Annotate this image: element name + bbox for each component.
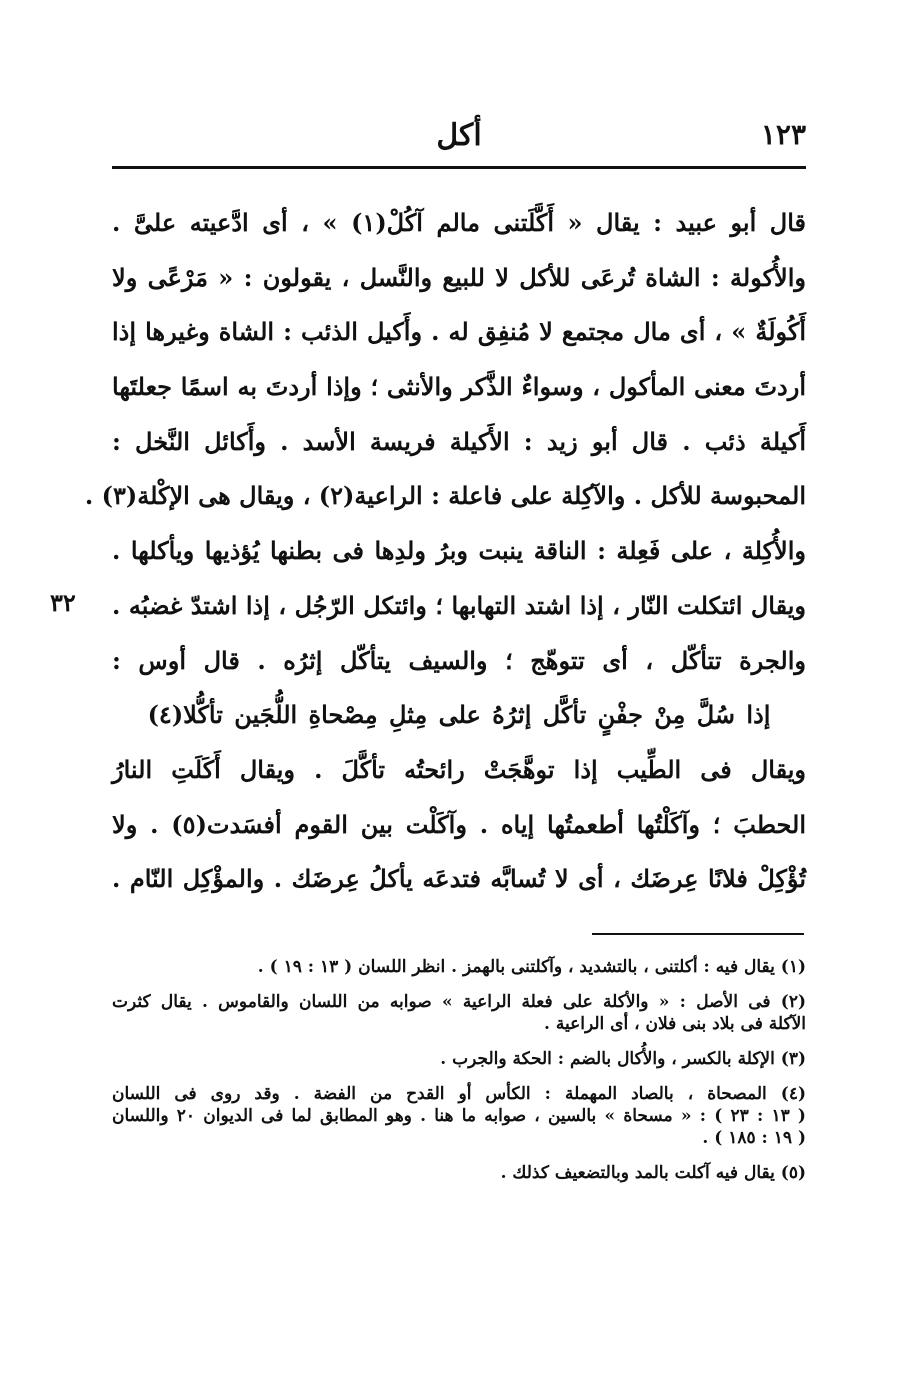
footnote-rule (592, 933, 804, 935)
footnote-line: (١) يقال فيه : أكلتنى ، بالتشديد ، وآكلتنى بالهمز . انظر اللسان ( ١٣ : ١٩ ) . (257, 957, 806, 977)
footnote-1 (112, 956, 806, 978)
running-head (112, 118, 806, 162)
footnote-3 (112, 1048, 806, 1070)
footnote-line: ( ١٩ : ١٨٥ ) . (702, 1128, 806, 1148)
verse-line: إذا سُلَّ مِنْ جفْنٍ تأكَّل إثرُهُ على مِثلِ مِصْحاةِ اللُّجَين تأكُّلا(٤) (147, 700, 771, 730)
text-line: الحطبَ ؛ وآكَلْتُها أطعمتُها إياه . وآكَلْت بين القوم أفسَدت(٥) . ولا (112, 809, 807, 839)
text-line: والجرة تتأكّل ، أى تتوهّج ؛ والسيف يتأكّل إثرُه . قال أوس : (112, 645, 806, 675)
footnote-line: الآكلة فى بلاد بنى فلان ، أى الراعية . (544, 1014, 806, 1034)
footnote-line: (٥) يقال فيه آكلت بالمد وبالتضعيف كذلك . (500, 1163, 806, 1183)
margin-number: ٣٢ (50, 588, 76, 617)
text-line: ويقال فى الطِّيب إذا توهَّجَتْ رائحتُه تأكَّلَ . ويقال أَكَلَتِ النارُ (112, 754, 806, 784)
head-word: أكل (436, 118, 482, 153)
text-line: أَكيلة ذئب . قال أبو زيد : الأَكيلة فريسة الأسد . وأَكائل النَّخل : (112, 426, 807, 456)
text-line: ويقال ائتكلت النّار ، إذا اشتد التهابها ؛ وائتكل الرّجُل ، إذا اشتدّ غضبُه . (112, 590, 806, 620)
footnotes (112, 956, 806, 1184)
footnote-line: (٤) المصحاة ، بالصاد المهملة : الكأس أو القدح من الفضة . وقد روى فى اللسان (112, 1084, 806, 1104)
footnote-5 (112, 1162, 806, 1184)
text-line: تُؤْكِلْ فلانًا عِرضَك ، أى لا تُسابَّه فتدعَه يأكلُ عِرضَك . والمؤْكِل النّام . (112, 864, 806, 894)
text-line: والأُكولة : الشاة تُرعَى للأكل لا للبيع والنَّسل ، يقولون : « مَرْعًى ولا (112, 262, 806, 292)
text-line: المحبوسة للأكل . والآكِلة على فاعلة : الراعية(٢) ، ويقال هى الإكْلة(٣) . (84, 481, 806, 511)
footnote-line: ( ١٣ : ٢٣ ) : « مسحاة » بالسين ، صوابه ما هنا . وهو المطابق لما فى الديوان ٢٠ واللسان (112, 1106, 806, 1126)
main-text (84, 196, 807, 907)
text-line: أَكُولَةٌ » ، أى مال مجتمع لا مُنفِق له . وأَكيل الذئب : الشاة وغيرها إذا (112, 317, 806, 347)
footnote-2 (112, 991, 806, 1035)
text-line: قال أبو عبيد : يقال « أَكَّلَتنى مالم آكُلْ(١) » ، أى ادَّعيته علىَّ . (112, 208, 806, 237)
text-line: أردتَ معنى المأكول ، وسواءٌ الذَّكر والأنثى ؛ وإذا أردتَ به اسمًا جعلتَها (112, 372, 806, 402)
footnote-4 (112, 1083, 806, 1149)
footnote-line: (٢) فى الأصل : « والأكلة على فعلة الراعية » صوابه من اللسان والقاموس . يقال كثرت (112, 992, 806, 1012)
header-rule (112, 166, 806, 169)
text-line: والأُكِلة ، على فَعِلة : الناقة ينبت وبرُ ولدِها فى بطنها يُؤذيها ويأكلها . (112, 536, 806, 566)
footnote-line: (٣) الإكلة بالكسر ، والأُكال بالضم : الحكة والجرب . (440, 1049, 806, 1069)
page-number: ١٢٣ (760, 118, 806, 151)
